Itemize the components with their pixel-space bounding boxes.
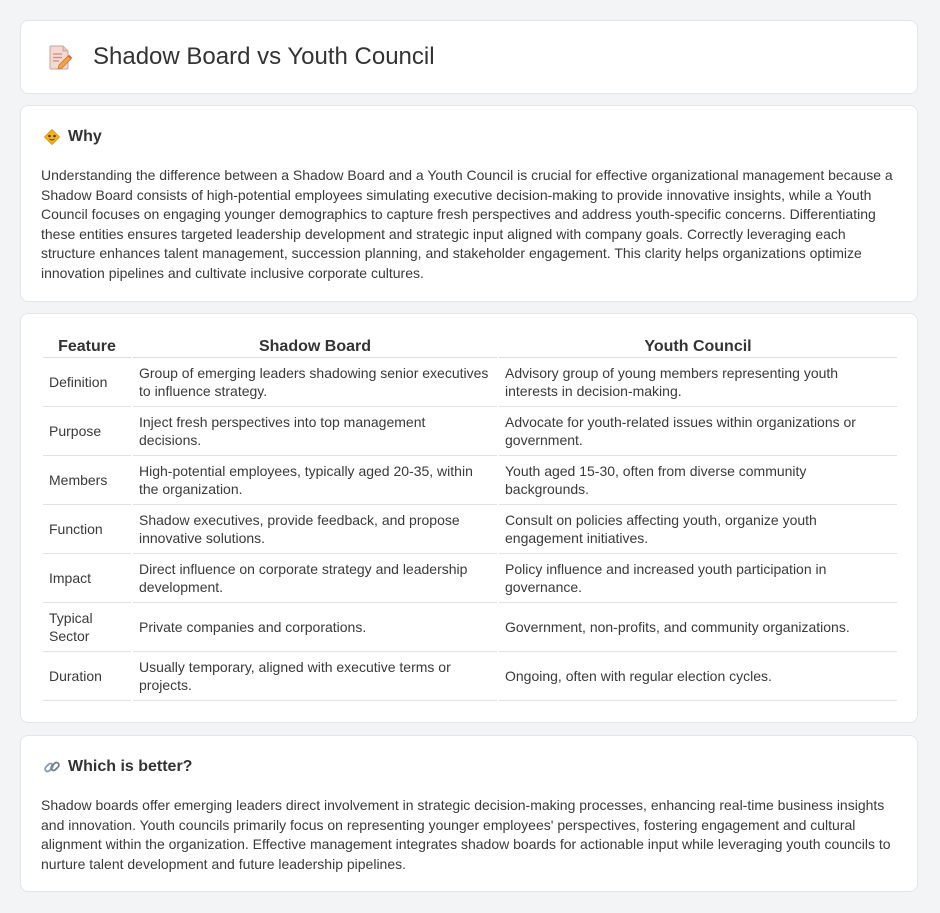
document-edit-icon (47, 43, 73, 71)
youth-council-cell: Advisory group of young members representing youth interests in decision-making. (499, 358, 897, 407)
title-card (20, 20, 918, 94)
lightbulb-icon (43, 128, 61, 146)
shadow-board-cell: Inject fresh perspectives into top management decisions. (133, 407, 497, 456)
feature-cell: Purpose (43, 407, 131, 456)
why-heading: Why (68, 128, 102, 145)
header-youth-council: Youth Council (499, 336, 897, 358)
youth-council-cell: Consult on policies affecting youth, organize youth engagement initiatives. (499, 505, 897, 554)
youth-council-cell: Ongoing, often with regular election cycles. (499, 652, 897, 701)
why-heading-row (43, 128, 102, 146)
better-heading: Which is better? (68, 758, 193, 775)
table-row (43, 407, 897, 456)
shadow-board-cell: Shadow executives, provide feedback, and propose innovative solutions. (133, 505, 497, 554)
table-row (43, 652, 897, 701)
shadow-board-cell: Private companies and corporations. (133, 603, 497, 652)
feature-cell: Typical Sector (43, 603, 131, 652)
feature-cell: Function (43, 505, 131, 554)
feature-cell: Duration (43, 652, 131, 701)
comparison-table (41, 336, 899, 701)
youth-council-cell: Advocate for youth-related issues within organizations or government. (499, 407, 897, 456)
better-heading-row (43, 758, 192, 776)
header-shadow-board: Shadow Board (133, 336, 497, 358)
youth-council-cell: Government, non-profits, and community organizations. (499, 603, 897, 652)
youth-council-cell: Youth aged 15-30, often from diverse community backgrounds. (499, 456, 897, 505)
table-row (43, 358, 897, 407)
link-icon (43, 758, 61, 776)
shadow-board-cell: Direct influence on corporate strategy and leadership development. (133, 554, 497, 603)
table-row (43, 603, 897, 652)
better-text: Shadow boards offer emerging leaders direct involvement in strategic decision-making processes, enhancing real-time business insights and innovation. Youth councils primarily focus on representing younger employees' perspectives, fostering engagement and cultural alignment within the organization. Effective management integrates shadow boards for actionable input while leveraging youth councils to nurture talent development and future leadership pipelines. (41, 797, 891, 872)
table-row (43, 554, 897, 603)
which-is-better-section (20, 735, 918, 892)
table-header-row (43, 336, 897, 358)
youth-council-cell: Policy influence and increased youth participation in governance. (499, 554, 897, 603)
feature-cell: Definition (43, 358, 131, 407)
why-text: Understanding the difference between a Shadow Board and a Youth Council is crucial for effective organizational management because a Shadow Board consists of high-potential employees simulating executive decision-making to provide innovative insights, while a Youth Council focuses on engaging younger demographics to capture fresh perspectives and address youth-specific concerns. Differentiating these entities ensures targeted leadership development and strategic input aligned with company goals. Correctly leveraging each structure enhances talent management, succession planning, and stakeholder engagement. This clarity helps organizations optimize innovation pipelines and cultivate inclusive corporate cultures. (41, 167, 893, 281)
shadow-board-cell: Group of emerging leaders shadowing senior executives to influence strategy. (133, 358, 497, 407)
table-row (43, 505, 897, 554)
header-feature: Feature (43, 336, 131, 358)
feature-cell: Impact (43, 554, 131, 603)
shadow-board-cell: High-potential employees, typically aged 20-35, within the organization. (133, 456, 497, 505)
table-row (43, 456, 897, 505)
why-section (20, 105, 918, 302)
shadow-board-cell: Usually temporary, aligned with executive terms or projects. (133, 652, 497, 701)
comparison-section (20, 313, 918, 723)
page-title: Shadow Board vs Youth Council (93, 43, 435, 70)
title-row (47, 43, 435, 71)
feature-cell: Members (43, 456, 131, 505)
